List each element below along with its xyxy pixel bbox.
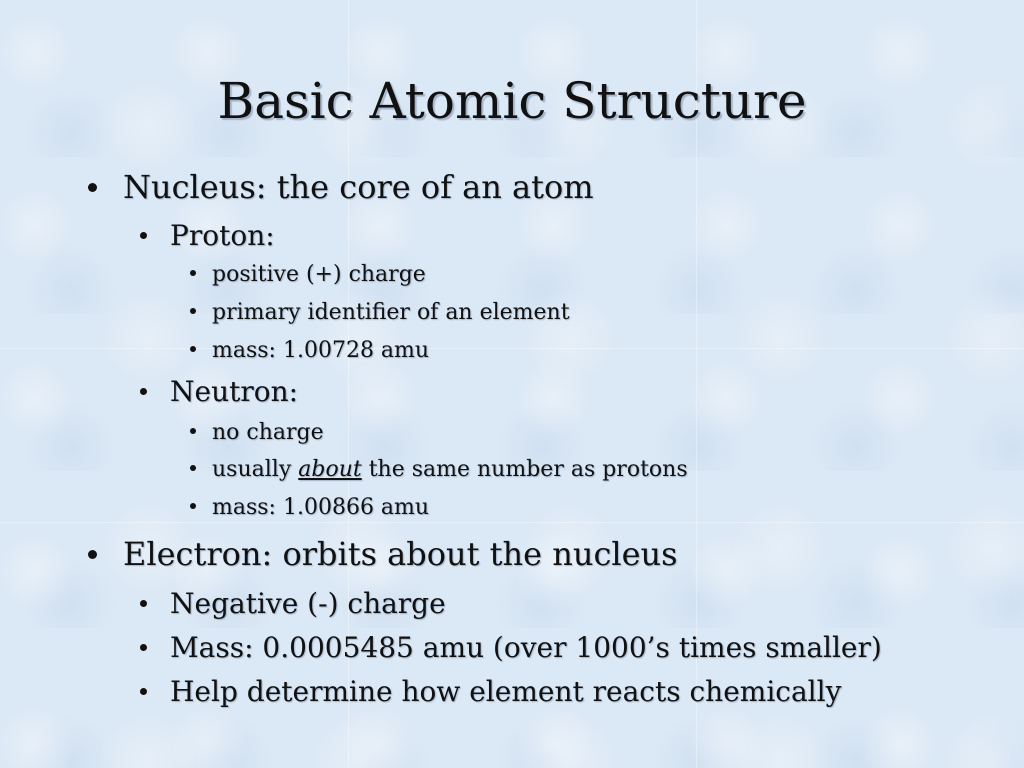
- emphasis-about: about: [298, 457, 362, 482]
- bullet-dot-icon: [140, 644, 147, 651]
- bullet-dot-icon: [190, 428, 196, 434]
- bullet-text: primary identifier of an element: [212, 300, 570, 325]
- bullet-dot-icon: [190, 465, 196, 471]
- bullet-neutron-count: [190, 457, 688, 482]
- bullet-text: Help determine how element reacts chemically: [170, 675, 842, 708]
- bullet-proton: [140, 219, 275, 252]
- bullet-text-post: the same number as protons: [361, 457, 688, 482]
- bullet-dot-icon: [190, 270, 196, 276]
- bullet-electron-mass: [140, 631, 882, 664]
- bullet-proton-charge: [190, 262, 426, 287]
- bullet-proton-identifier: [190, 300, 570, 325]
- bullet-text: Negative (-) charge: [170, 587, 446, 620]
- bullet-text: Proton:: [170, 219, 275, 252]
- bullet-text: Electron: orbits about the nucleus: [123, 535, 678, 573]
- bullet-text: Neutron:: [170, 375, 299, 408]
- background-seam: [0, 522, 1024, 523]
- bullet-text: Nucleus: the core of an atom: [123, 168, 594, 206]
- bullet-electron-reactivity: [140, 675, 841, 708]
- bullet-dot-icon: [190, 308, 196, 314]
- bullet-dot-icon: [88, 550, 97, 559]
- bullet-dot-icon: [140, 688, 147, 695]
- bullet-text: Mass: 0.0005485 amu (over 1000’s times smaller): [170, 631, 882, 664]
- background-seam: [0, 348, 1024, 349]
- bullet-neutron: [140, 375, 298, 408]
- bullet-dot-icon: [140, 600, 147, 607]
- bullet-dot-icon: [88, 183, 97, 192]
- bullet-electron-charge: [140, 587, 446, 620]
- bullet-nucleus: [88, 168, 594, 206]
- bullet-proton-mass: [190, 338, 429, 363]
- bullet-text: no charge: [212, 420, 324, 445]
- bullet-dot-icon: [140, 388, 147, 395]
- bullet-text: mass: 1.00728 amu: [212, 338, 430, 363]
- bullet-neutron-charge: [190, 420, 324, 445]
- bullet-text: mass: 1.00866 amu: [212, 495, 430, 520]
- slide-title: Basic Atomic Structure: [217, 72, 807, 130]
- bullet-dot-icon: [190, 346, 196, 352]
- bullet-text: positive (+) charge: [212, 262, 426, 287]
- bullet-electron: [88, 535, 678, 573]
- bullet-dot-icon: [140, 232, 147, 239]
- bullet-text-pre: usually: [212, 457, 299, 482]
- bullet-neutron-mass: [190, 495, 429, 520]
- bullet-dot-icon: [190, 503, 196, 509]
